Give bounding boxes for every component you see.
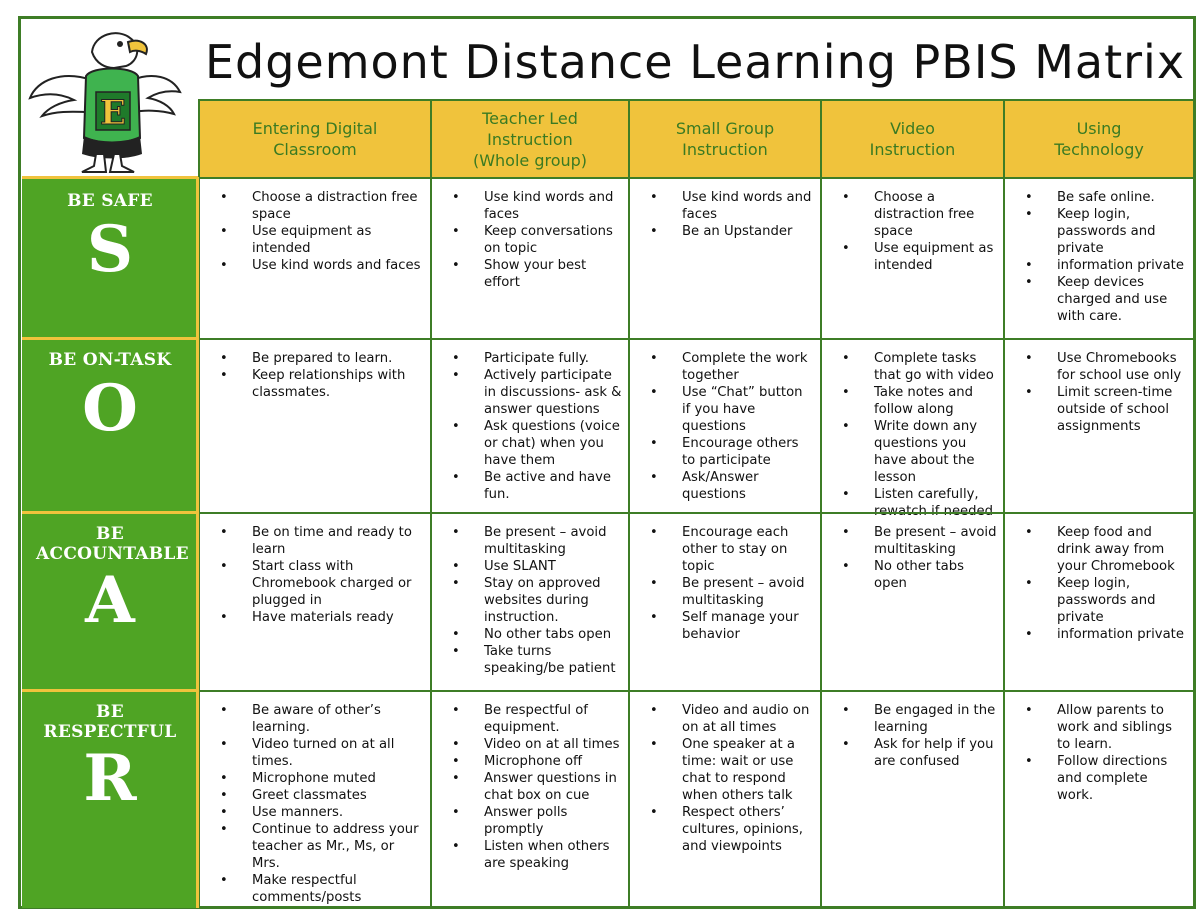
behavior-item: • Use manners. [252,804,424,821]
matrix-cell [198,338,430,512]
behavior-item: • Greet classmates [252,787,424,804]
behavior-list [638,350,814,503]
behavior-list [830,350,997,520]
behavior-item: • Microphone muted [252,770,424,787]
behavior-item: • No other tabs open [874,558,997,592]
matrix-cell [198,512,430,690]
behavior-item: • information private [1057,257,1187,274]
behavior-item: • Ask for help if you are confused [874,736,997,770]
behavior-list [208,524,424,626]
behavior-list [440,350,622,503]
behavior-item: • Be present – avoid multitasking [484,524,622,558]
behavior-item: • Write down any questions you have about the lesson [874,418,997,486]
behavior-item: • One speaker at a time: wait or use chat to respond when others talk [682,736,814,804]
behavior-item: • Microphone off [484,753,622,770]
behavior-item: • Have materials ready [252,609,424,626]
behavior-list [830,189,997,274]
column-header-1: Entering Digital Classroom [198,101,430,177]
matrix-cell [820,512,1003,690]
row-separator [22,337,198,340]
behavior-item: • Choose a distraction free space [874,189,997,240]
behavior-item: • Encourage others to participate [682,435,814,469]
behavior-list [1013,524,1187,643]
matrix-cell [1003,177,1193,338]
behavior-item: • Follow directions and complete work. [1057,753,1187,804]
behavior-item: • Complete tasks that go with video [874,350,997,384]
matrix-cell [820,690,1003,908]
behavior-item: • Choose a distraction free space [252,189,424,223]
row-letter: S [86,212,134,287]
row-label: BE SAFE [67,191,153,211]
eagle-mascot-logo [22,20,198,180]
matrix-cell [1003,512,1193,690]
matrix-cell [1003,338,1193,512]
matrix-cell [628,177,820,338]
row-header-o [22,338,198,512]
behavior-item: • Keep login, passwords and private [1057,575,1187,626]
behavior-list [830,702,997,770]
behavior-list [208,702,424,906]
behavior-item: • Complete the work together [682,350,814,384]
behavior-item: • Use kind words and faces [252,257,424,274]
matrix-cell [1003,690,1193,908]
column-header-4: Video Instruction [820,101,1003,177]
row-header-s [22,177,198,338]
behavior-item: • Listen carefully, rewatch if needed [874,486,997,520]
matrix-cell [430,338,628,512]
behavior-item: • Take notes and follow along [874,384,997,418]
matrix-cell [198,690,430,908]
behavior-list [208,350,424,401]
behavior-item: • Make respectful comments/posts [252,872,424,906]
behavior-list [440,702,622,872]
behavior-item: • Use kind words and faces [682,189,814,223]
behavior-item: • Use Chromebooks for school use only [1057,350,1187,384]
behavior-item: • Be respectful of equipment. [484,702,622,736]
behavior-item: • Start class with Chromebook charged or plugged in [252,558,424,609]
behavior-list [1013,189,1187,325]
behavior-item: • Listen when others are speaking [484,838,622,872]
behavior-item: • Keep conversations on topic [484,223,622,257]
behavior-item: • Use “Chat” button if you have questions [682,384,814,435]
behavior-item: • Self manage your behavior [682,609,814,643]
behavior-item: • Video turned on at all times. [252,736,424,770]
column-header-5: Using Technology [1003,101,1193,177]
behavior-item: • Be prepared to learn. [252,350,424,367]
behavior-item: • Keep login, passwords and private [1057,206,1187,257]
behavior-item: • Be aware of other’s learning. [252,702,424,736]
row-separator [22,689,198,692]
row-header-edge [196,177,199,908]
behavior-list [208,189,424,274]
row-header-r [22,690,198,908]
behavior-item: • Limit screen-time outside of school assignments [1057,384,1187,435]
behavior-item: • Use SLANT [484,558,622,575]
page-title: Edgemont Distance Learning PBIS Matrix [204,35,1186,89]
behavior-item: • Keep relationships with classmates. [252,367,424,401]
behavior-item: • Be safe online. [1057,189,1187,206]
behavior-item: • Be engaged in the learning [874,702,997,736]
behavior-list [830,524,997,592]
behavior-item: • Be an Upstander [682,223,814,240]
matrix-cell [430,690,628,908]
behavior-item: • information private [1057,626,1187,643]
row-separator [22,511,198,514]
behavior-item: • Keep devices charged and use with care. [1057,274,1187,325]
row-header-a [22,512,198,690]
behavior-item: • Video on at all times [484,736,622,753]
behavior-item: • Allow parents to work and siblings to learn. [1057,702,1187,753]
column-header-2: Teacher Led Instruction (Whole group) [430,101,628,177]
row-label: BE RESPECTFUL [43,702,177,742]
behavior-list [638,702,814,855]
behavior-item: • Use equipment as intended [874,240,997,274]
behavior-item: • Use kind words and faces [484,189,622,223]
row-letter: O [82,371,138,446]
row-separator [22,176,198,179]
behavior-item: • Actively participate in discussions- ask & answer questions [484,367,622,418]
behavior-list [638,524,814,643]
matrix-cell [430,512,628,690]
behavior-item: • Be active and have fun. [484,469,622,503]
row-label: BE ACCOUNTABLE [36,524,189,564]
behavior-item: • Continue to address your teacher as Mr., Ms, or Mrs. [252,821,424,872]
row-letter: R [83,741,137,816]
matrix-cell [198,177,430,338]
behavior-item: • Keep food and drink away from your Chromebook [1057,524,1187,575]
matrix-cell [820,177,1003,338]
behavior-item: • Respect others’ cultures, opinions, and viewpoints [682,804,814,855]
behavior-item: • Show your best effort [484,257,622,291]
matrix-cell [430,177,628,338]
column-header-3: Small Group Instruction [628,101,820,177]
behavior-list [440,189,622,291]
behavior-item: • Answer polls promptly [484,804,622,838]
behavior-item: • Take turns speaking/be patient [484,643,622,677]
behavior-item: • Be present – avoid multitasking [874,524,997,558]
behavior-item: • Use equipment as intended [252,223,424,257]
behavior-list [1013,350,1187,435]
behavior-item: • Stay on approved websites during instruction. [484,575,622,626]
behavior-item: • Video and audio on on at all times [682,702,814,736]
row-letter: A [85,563,135,638]
behavior-item: • No other tabs open [484,626,622,643]
behavior-item: • Be present – avoid multitasking [682,575,814,609]
matrix-cell [628,690,820,908]
behavior-list [1013,702,1187,804]
behavior-list [638,189,814,240]
logo-letter: E [100,93,126,133]
matrix-cell [628,338,820,512]
matrix-cell [820,338,1003,519]
behavior-list [440,524,622,677]
behavior-item: • Ask/Answer questions [682,469,814,503]
behavior-item: • Encourage each other to stay on topic [682,524,814,575]
row-label: BE ON-TASK [48,350,172,370]
matrix-cell [628,512,820,690]
behavior-item: • Ask questions (voice or chat) when you have them [484,418,622,469]
behavior-item: • Participate fully. [484,350,622,367]
behavior-item: • Be on time and ready to learn [252,524,424,558]
behavior-item: • Answer questions in chat box on cue [484,770,622,804]
